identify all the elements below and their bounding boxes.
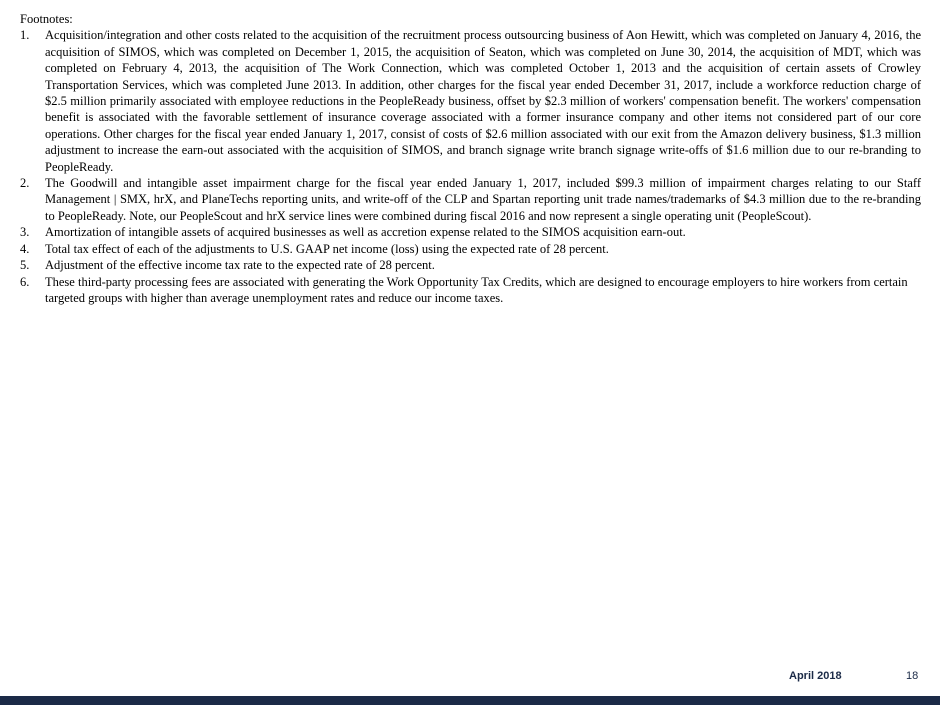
footnote-list — [20, 27, 921, 306]
footnote-text: Total tax effect of each of the adjustments to U.S. GAAP net income (loss) using the expected rate of 28 percent. — [45, 241, 609, 256]
footnote-text: Adjustment of the effective income tax rate to the expected rate of 28 percent. — [45, 258, 435, 273]
footnote-text: Amortization of intangible assets of acquired businesses as well as accretion expense related to the SIMOS acquisition earn-out. — [45, 225, 686, 240]
footnote-item-3 — [20, 224, 921, 240]
footnote-item-4 — [20, 241, 921, 257]
footnote-number: 2. — [20, 176, 30, 191]
footer-date: April 2018 — [789, 670, 842, 682]
footnotes-section — [20, 11, 921, 306]
footnote-item-2 — [20, 175, 921, 224]
footnote-text: These third-party processing fees are associated with generating the Work Opportunity Tax Credits, which are designed to encourage employers to hire workers from certain targeted groups with higher than average unemployment rates and reduce our income taxes. — [45, 274, 908, 305]
footnote-text: Acquisition/integration and other costs related to the acquisition of the recruitment process outsourcing business of Aon Hewitt, which was completed on January 4, 2016, the acquisition of SIMOS, which was completed on December 1, 2015, the acquisition of Seaton, which was completed on June 30, 2014, the acquisition of MDT, which was completed on February 4, 2013, the acquisition of The Work Connection, which was completed October 1, 2013 and the acquisition of certain assets of Crowley Transportation Services, which was completed June 2013. In addition, other charges for the fiscal year ended December 31, 2017, include a workforce reduction charge of $2.5 million primarily associated with employee reductions in the PeopleReady business, offset by $2.3 million of workers' compensation benefit. The workers' compensation benefit is associated with the favorable settlement of insurance coverage associated with a former insurance company and other items not considered part of our core operations. Other charges for the fiscal year ended January 1, 2017, consist of costs of $2.6 million associated with our exit from the Amazon delivery business, $1.3 million adjustment to increase the earn-out associated with the acquisition of SIMOS, and branch signage write branch signage write-offs of $1.6 million due to our re-branding to PeopleReady. — [45, 28, 921, 174]
footer-band — [0, 696, 940, 705]
footnote-item-5 — [20, 257, 921, 273]
footnote-item-6 — [20, 274, 921, 307]
footnote-number: 3. — [20, 225, 30, 240]
page-number: 18 — [906, 670, 919, 682]
footnote-number: 4. — [20, 241, 30, 256]
footnote-number: 1. — [20, 28, 30, 43]
footnote-text: The Goodwill and intangible asset impairment charge for the fiscal year ended January 1, 2017, included $99.3 million of impairment charges relating to our Staff Management | SMX, hrX, and PlaneTechs reporting units, and write-off of the CLP and Spartan reporting unit trade names/trademarks of $4.3 million due to the re-branding to PeopleReady. Note, our PeopleScout and hrX service lines were combined during fiscal 2016 and now represent a single operating unit (PeopleScout). — [45, 176, 921, 223]
footnote-item-1 — [20, 27, 921, 175]
footnote-number: 6. — [20, 274, 30, 289]
footnotes-heading: Footnotes: — [20, 12, 73, 26]
footnote-number: 5. — [20, 258, 30, 273]
